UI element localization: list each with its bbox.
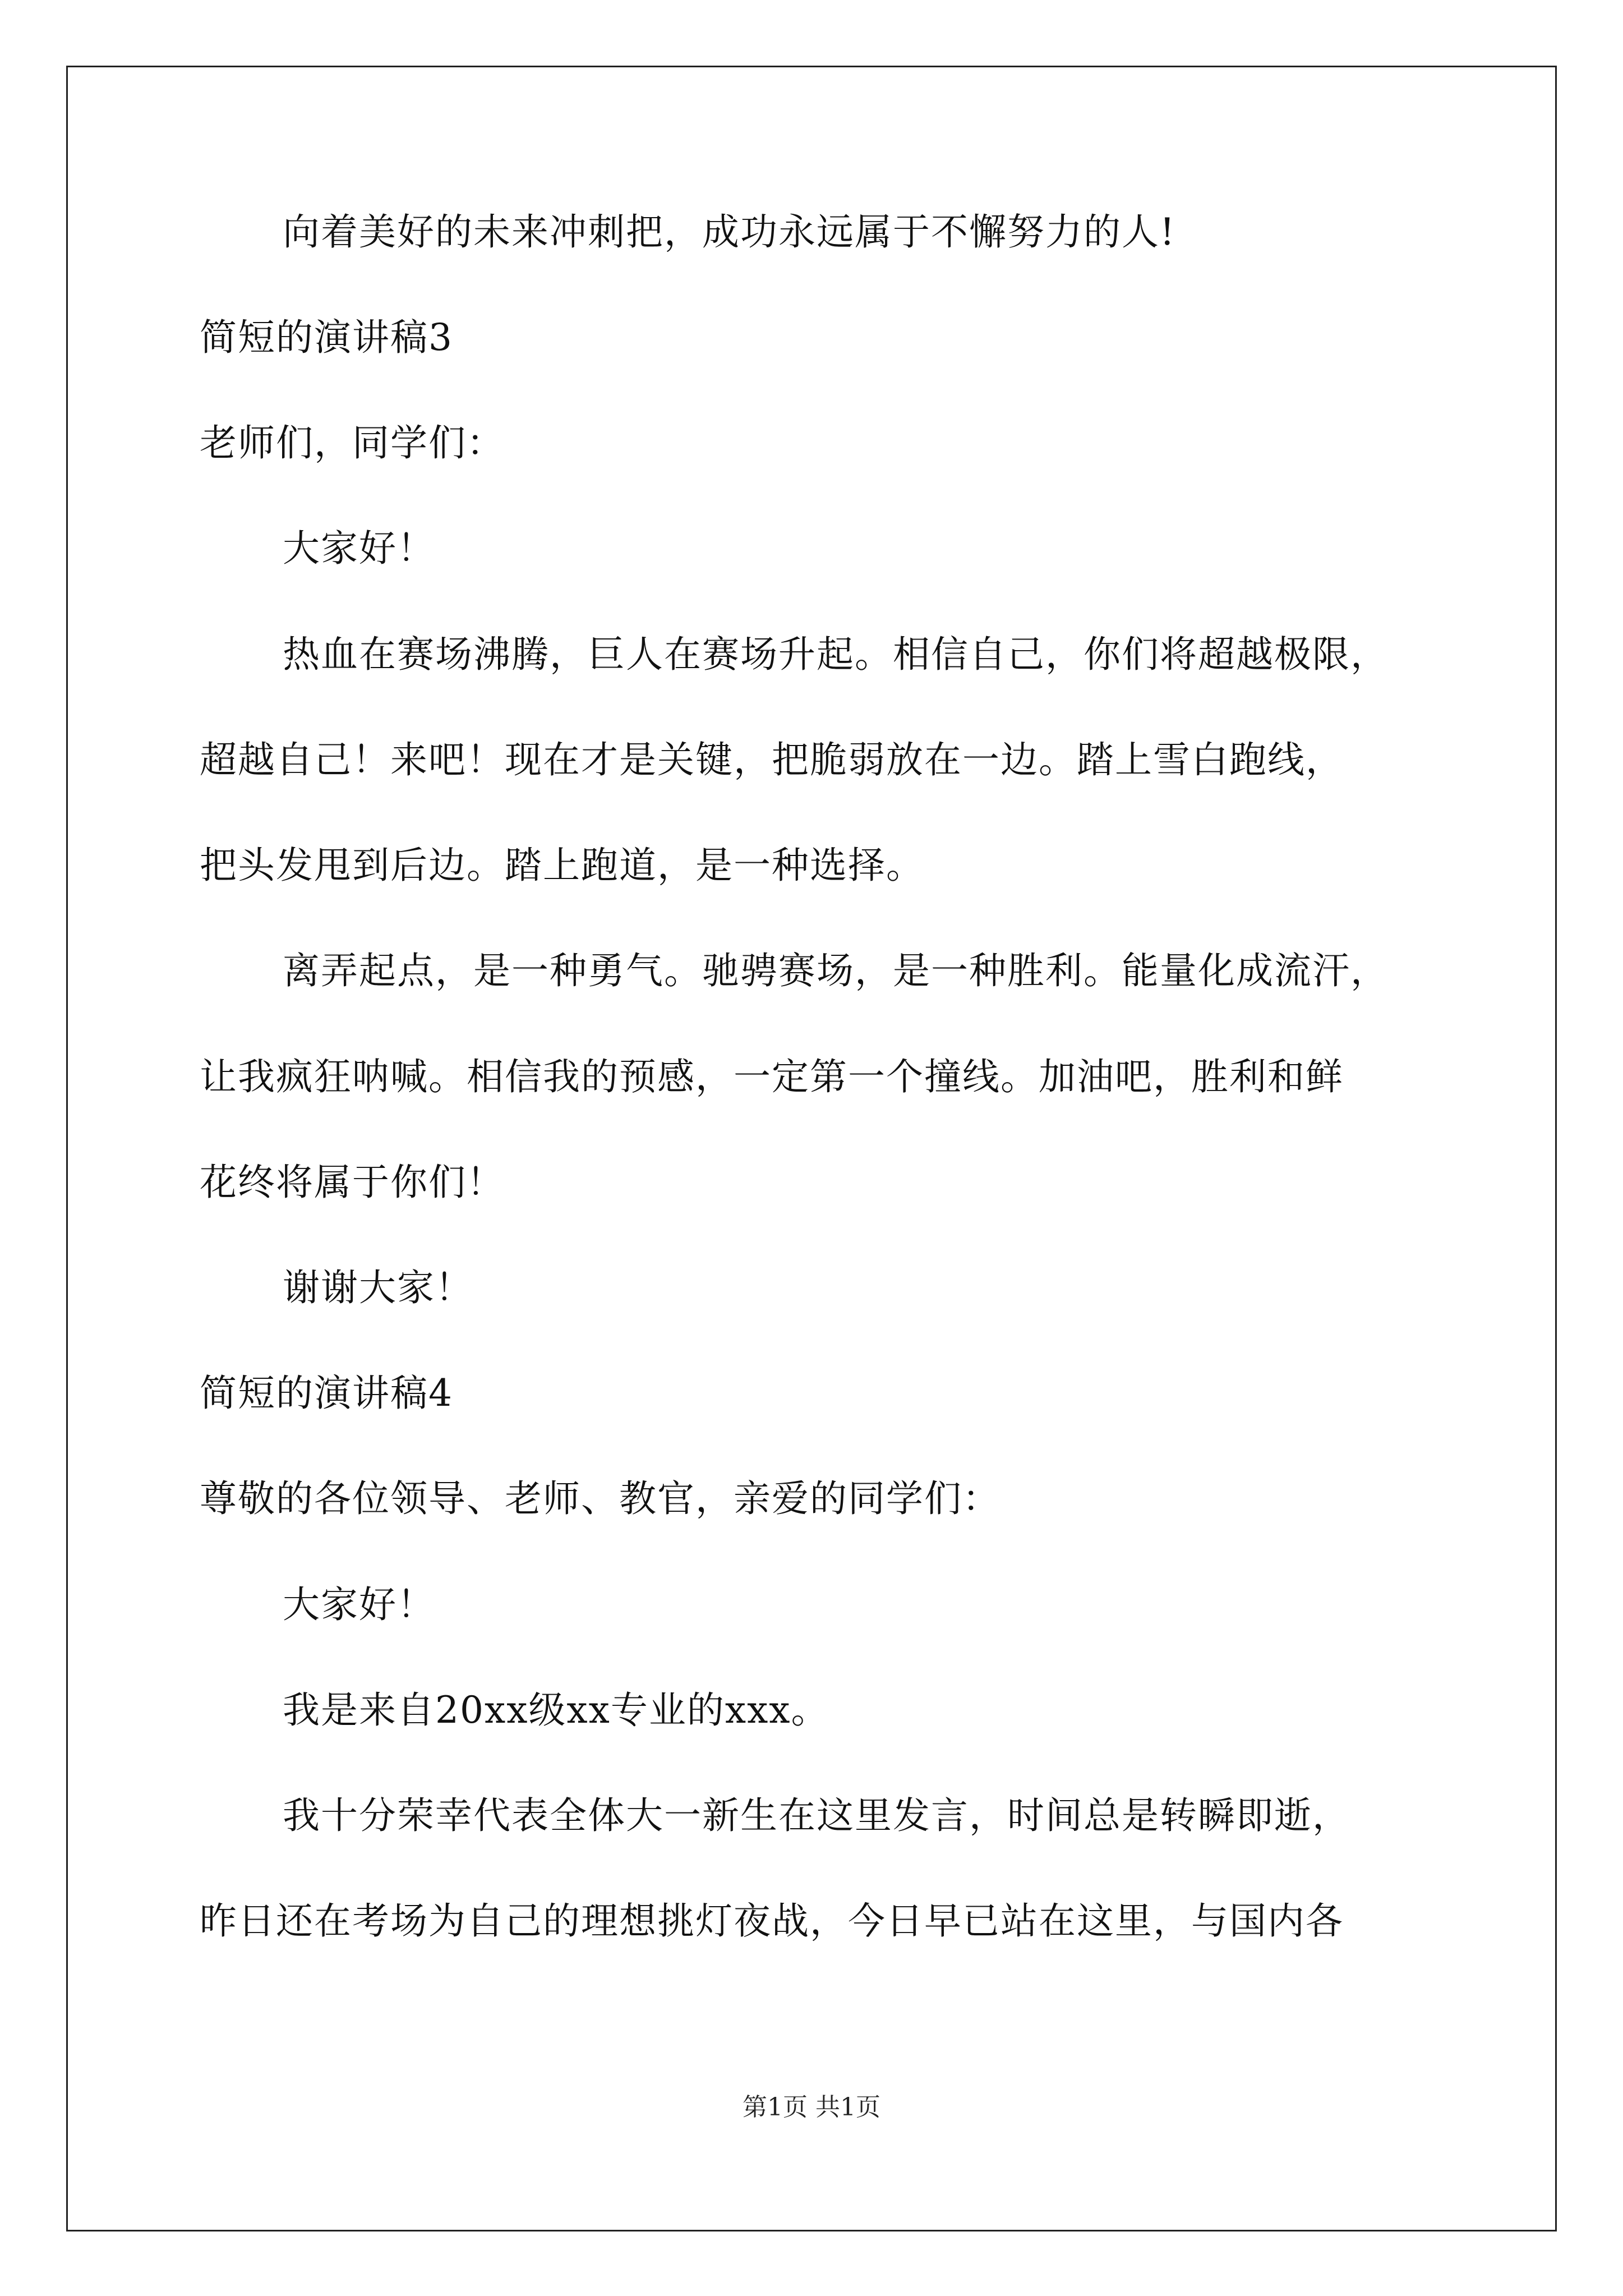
- paragraph-line: 热血在赛场沸腾，巨人在赛场升起。相信自己，你们将超越极限，: [283, 633, 1389, 676]
- paragraph-line: 花终将属于你们！: [200, 1161, 505, 1204]
- greeting: 大家好！: [283, 527, 435, 570]
- salutation: 老师们，同学们：: [200, 421, 505, 464]
- salutation: 尊敬的各位领导、老师、教官，亲爱的同学们：: [200, 1477, 1000, 1520]
- section-heading: 简短的演讲稿4: [200, 1372, 453, 1415]
- page-number-footer: 第1页 共1页: [743, 2093, 880, 2122]
- paragraph-line: 离弄起点，是一种勇气。驰骋赛场，是一种胜利。能量化成流汗，: [283, 949, 1389, 992]
- paragraph-line: 向着美好的未来冲刺把，成功永远属于不懈努力的人!: [283, 210, 1176, 254]
- paragraph-line: 把头发甩到后边。踏上跑道，是一种选择。: [200, 844, 924, 887]
- section-heading: 简短的演讲稿3: [200, 316, 453, 359]
- paragraph-line: 我十分荣幸代表全体大一新生在这里发言，时间总是转瞬即逝，: [283, 1794, 1350, 1837]
- paragraph-line: 让我疯狂呐喊。相信我的预感，一定第一个撞线。加油吧，胜利和鲜: [200, 1055, 1344, 1098]
- closing-line: 谢谢大家！: [283, 1266, 473, 1309]
- paragraph-line: 昨日还在考场为自己的理想挑灯夜战，今日早已站在这里，与国内各: [200, 1899, 1344, 1943]
- greeting: 大家好！: [283, 1583, 435, 1626]
- paragraph-line: 我是来自20xx级xx专业的xxx。: [283, 1688, 829, 1732]
- paragraph-line: 超越自己！来吧！现在才是关键，把脆弱放在一边。踏上雪白跑线，: [200, 738, 1344, 781]
